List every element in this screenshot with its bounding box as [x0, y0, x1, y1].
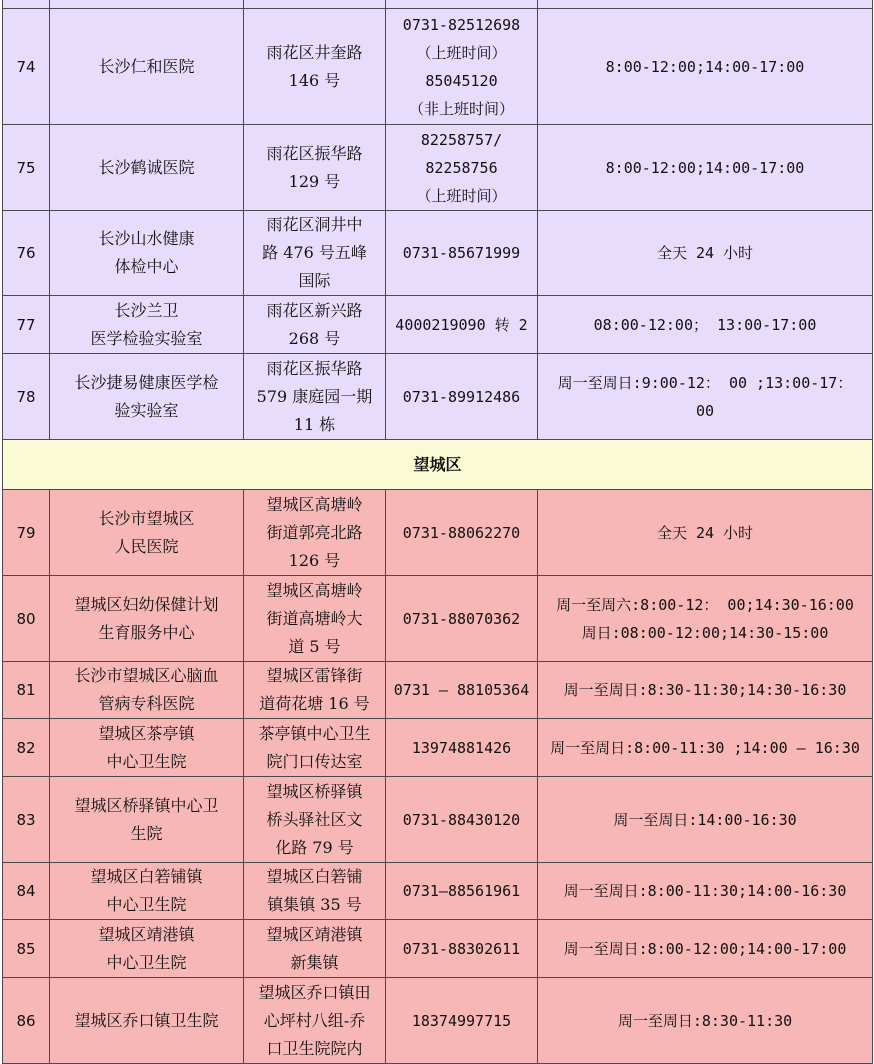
- address-cell: [244, 490, 386, 576]
- hours-cell: [538, 9, 873, 125]
- address-cell: [244, 125, 386, 211]
- cell-text-line: 望城区雷锋街: [266, 666, 363, 685]
- cell-text-line: 长沙仁和医院: [98, 56, 195, 76]
- cell-text-line: 579 康庭园一期: [256, 386, 373, 406]
- cell-text-line: 82258757/: [420, 130, 503, 149]
- cell-text-line: 桥头驿社区文: [266, 809, 363, 829]
- cell-text-line: 长沙市望城区心脑血: [74, 666, 219, 685]
- address-cell: [244, 863, 386, 920]
- table-row: [3, 920, 873, 978]
- cell-stub: [3, 0, 50, 9]
- table-row-top-stub: [3, 0, 873, 9]
- table-row: [3, 9, 873, 125]
- cell-stub: [50, 0, 244, 9]
- cell-text-line: 望城区桥驿镇中心卫: [74, 795, 219, 815]
- address-cell: [244, 920, 386, 978]
- facility-name-cell: [50, 576, 244, 662]
- cell-text-line: 口卫生院院内: [266, 1038, 363, 1058]
- row-number: 81: [3, 662, 50, 719]
- cell-text-line: 院门口传达室: [266, 751, 363, 771]
- hours-cell: [538, 211, 873, 296]
- cell-text-line: 望城区乔口镇田: [258, 982, 371, 1002]
- phone-cell: [386, 863, 538, 920]
- cell-text-line: 化路 79 号: [275, 837, 354, 857]
- cell-text-line: 雨花区新兴路: [266, 300, 363, 320]
- cell-text-line: 长沙兰卫: [114, 300, 179, 320]
- section-title: 望城区: [3, 440, 873, 490]
- cell-text-line: 望城区白箬铺: [266, 867, 363, 886]
- table-row: [3, 719, 873, 777]
- cell-text-line: 146 号: [288, 70, 341, 90]
- row-number: 82: [3, 719, 50, 777]
- cell-text-line: 望城区靖港镇: [98, 924, 195, 944]
- hours-cell: [538, 777, 873, 863]
- address-cell: [244, 296, 386, 354]
- section-header-row: [3, 440, 873, 490]
- table-row: [3, 978, 873, 1064]
- cell-text-line: 0731-89912486: [402, 387, 521, 406]
- facility-name-cell: [50, 920, 244, 978]
- cell-text-line: 中心卫生院: [106, 895, 187, 914]
- facility-name-cell: [50, 9, 244, 125]
- cell-text-line: 周一至周日:9:00-12： 00 ;13:00-17：: [557, 373, 853, 392]
- cell-text-line: 周一至周日:14:00-16:30: [613, 810, 797, 829]
- cell-text-line: 雨花区振华路: [266, 358, 363, 378]
- cell-text-line: 4000219090 转 2: [395, 315, 528, 334]
- hours-cell: [538, 354, 873, 440]
- cell-text-line: 08:00-12:00； 13:00-17:00: [593, 315, 817, 334]
- cell-stub: [538, 0, 873, 9]
- cell-text-line: 0731-88070362: [402, 609, 521, 628]
- cell-text-line: （非上班时间）: [408, 99, 514, 118]
- cell-text-line: 路 476 号五峰: [262, 243, 367, 262]
- hours-cell: [538, 863, 873, 920]
- facility-name-cell: [50, 863, 244, 920]
- cell-text-line: 望城区靖港镇: [266, 924, 363, 944]
- hours-cell: [538, 296, 873, 354]
- facility-name-cell: [50, 777, 244, 863]
- hours-cell: [538, 662, 873, 719]
- hours-cell: [538, 920, 873, 978]
- cell-text-line: 街道高塘岭大: [266, 608, 363, 628]
- row-number: 77: [3, 296, 50, 354]
- hours-cell: [538, 490, 873, 576]
- cell-text-line: 道荷花塘 16 号: [259, 694, 370, 713]
- table-row: [3, 125, 873, 211]
- row-number: 86: [3, 978, 50, 1064]
- phone-cell: [386, 211, 538, 296]
- address-cell: [244, 576, 386, 662]
- cell-text-line: 周一至周日:8:00-11:30;14:00-16:30: [563, 882, 847, 900]
- facility-name-cell: [50, 354, 244, 440]
- cell-text-line: 雨花区井奎路: [266, 42, 363, 62]
- phone-cell: [386, 354, 538, 440]
- hours-cell: [538, 978, 873, 1064]
- facility-name-cell: [50, 978, 244, 1064]
- cell-text-line: 0731-82512698: [402, 15, 521, 34]
- cell-text-line: 18374997715: [411, 1011, 512, 1030]
- cell-text-line: 0731 – 88105364: [393, 681, 530, 699]
- cell-text-line: 11 栋: [293, 414, 336, 434]
- facility-name-cell: [50, 296, 244, 354]
- cell-text-line: （上班时间）: [416, 186, 507, 205]
- cell-text-line: 长沙山水健康: [98, 229, 195, 248]
- cell-text-line: 望城区乔口镇卫生院: [74, 1010, 219, 1030]
- phone-cell: [386, 978, 538, 1064]
- cell-text-line: 周一至周日:8:00-12:00;14:00-17:00: [563, 939, 847, 958]
- table-row: [3, 354, 873, 440]
- cell-text-line: 生育服务中心: [98, 622, 195, 642]
- row-number: 78: [3, 354, 50, 440]
- cell-text-line: 生院: [130, 823, 163, 843]
- facility-name-cell: [50, 211, 244, 296]
- cell-text-line: 8:00-12:00;14:00-17:00: [605, 158, 805, 177]
- cell-text-line: 周一至周日:8:30-11:30: [617, 1011, 793, 1030]
- table-row: [3, 777, 873, 863]
- cell-text-line: （上班时间）: [416, 43, 507, 62]
- cell-text-line: 0731-88062270: [402, 523, 521, 542]
- cell-text-line: 望城区高塘岭: [266, 580, 363, 600]
- address-cell: [244, 719, 386, 777]
- cell-text-line: 镇集镇 35 号: [267, 895, 362, 914]
- cell-text-line: 街道郭亮北路: [266, 522, 363, 542]
- cell-text-line: 周一至周六:8:00-12： 00;14:30-16:00: [556, 595, 854, 614]
- table-row: [3, 296, 873, 354]
- cell-text-line: 体检中心: [114, 257, 179, 276]
- phone-cell: [386, 662, 538, 719]
- cell-text-line: 新集镇: [290, 952, 339, 972]
- address-cell: [244, 211, 386, 296]
- cell-text-line: 望城区茶亭镇: [98, 723, 195, 743]
- row-number: 75: [3, 125, 50, 211]
- cell-text-line: 全天 24 小时: [656, 244, 754, 262]
- cell-text-line: 雨花区洞井中: [266, 215, 363, 234]
- row-number: 76: [3, 211, 50, 296]
- facility-name-cell: [50, 719, 244, 777]
- cell-text-line: 00: [695, 401, 715, 420]
- address-cell: [244, 9, 386, 125]
- table-row: [3, 490, 873, 576]
- cell-text-line: 验实验室: [114, 400, 179, 420]
- cell-text-line: 望城区高塘岭: [266, 494, 363, 514]
- cell-text-line: 全天 24 小时: [656, 523, 754, 542]
- cell-text-line: 85045120: [425, 71, 498, 90]
- table-row: [3, 211, 873, 296]
- cell-text-line: 国际: [298, 271, 331, 290]
- cell-text-line: 管病专科医院: [98, 694, 195, 713]
- table-row: [3, 863, 873, 920]
- phone-cell: [386, 777, 538, 863]
- row-number: 84: [3, 863, 50, 920]
- cell-text-line: 0731-85671999: [402, 244, 521, 262]
- cell-text-line: 126 号: [288, 550, 341, 570]
- cell-text-line: 茶亭镇中心卫生: [258, 723, 371, 743]
- cell-text-line: 心坪村八组-乔: [263, 1010, 366, 1030]
- cell-text-line: 268 号: [288, 328, 341, 348]
- cell-text-line: 129 号: [288, 171, 341, 191]
- facility-name-cell: [50, 662, 244, 719]
- cell-text-line: 13974881426: [411, 738, 512, 757]
- cell-text-line: 周日:08:00-12:00;14:30-15:00: [581, 623, 829, 642]
- hours-cell: [538, 576, 873, 662]
- cell-text-line: 长沙捷易健康医学检: [74, 372, 219, 392]
- clinic-table: [2, 0, 873, 1064]
- address-cell: [244, 354, 386, 440]
- cell-text-line: 0731-88430120: [402, 810, 521, 829]
- cell-text-line: 中心卫生院: [106, 952, 187, 972]
- row-number: 80: [3, 576, 50, 662]
- hours-cell: [538, 719, 873, 777]
- cell-text-line: 周一至周日:8:30-11:30;14:30-16:30: [563, 681, 847, 699]
- clinic-table-body: [3, 0, 873, 1064]
- cell-text-line: 长沙市望城区: [98, 508, 195, 528]
- phone-cell: [386, 125, 538, 211]
- cell-text-line: 道 5 号: [288, 636, 341, 656]
- row-number: 74: [3, 9, 50, 125]
- cell-text-line: 周一至周日:8:00-11:30 ;14:00 – 16:30: [550, 738, 860, 757]
- cell-text-line: 8:00-12:00;14:00-17:00: [605, 57, 805, 76]
- cell-text-line: 长沙鹤诚医院: [98, 157, 195, 177]
- cell-text-line: 82258756: [425, 158, 498, 177]
- cell-text-line: 医学检验实验室: [90, 328, 203, 348]
- cell-text-line: 雨花区振华路: [266, 143, 363, 163]
- address-cell: [244, 777, 386, 863]
- cell-stub: [386, 0, 538, 9]
- table-row: [3, 576, 873, 662]
- row-number: 79: [3, 490, 50, 576]
- cell-text-line: 望城区妇幼保健计划: [74, 594, 219, 614]
- facility-name-cell: [50, 490, 244, 576]
- phone-cell: [386, 9, 538, 125]
- phone-cell: [386, 920, 538, 978]
- address-cell: [244, 978, 386, 1064]
- cell-text-line: 望城区白箬铺镇: [90, 867, 203, 886]
- phone-cell: [386, 296, 538, 354]
- cell-text-line: 人民医院: [114, 536, 179, 556]
- address-cell: [244, 662, 386, 719]
- phone-cell: [386, 576, 538, 662]
- facility-name-cell: [50, 125, 244, 211]
- cell-text-line: 望城区桥驿镇: [266, 781, 363, 801]
- cell-text-line: 0731—88561961: [402, 882, 521, 900]
- cell-text-line: 0731-88302611: [402, 939, 521, 958]
- cell-text-line: 中心卫生院: [106, 751, 187, 771]
- row-number: 83: [3, 777, 50, 863]
- phone-cell: [386, 719, 538, 777]
- phone-cell: [386, 490, 538, 576]
- table-row: [3, 662, 873, 719]
- cell-stub: [244, 0, 386, 9]
- hours-cell: [538, 125, 873, 211]
- row-number: 85: [3, 920, 50, 978]
